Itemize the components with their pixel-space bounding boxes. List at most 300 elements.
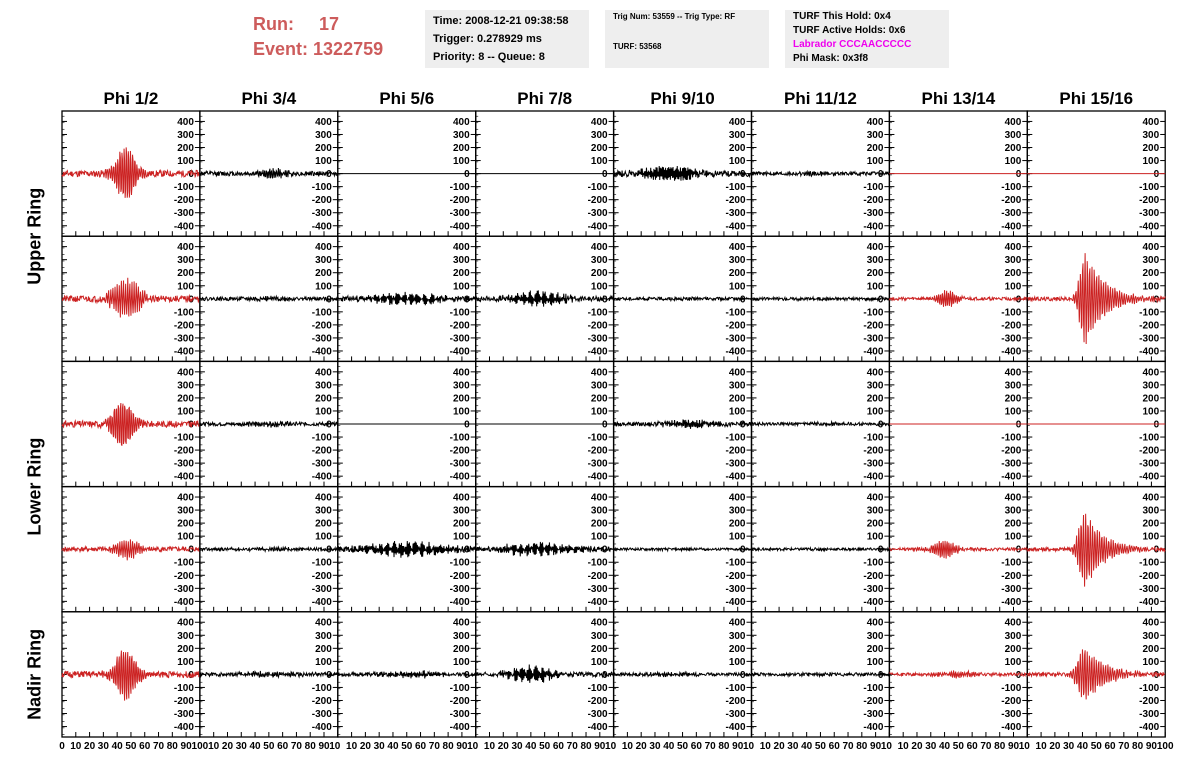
waveform-trace bbox=[338, 670, 476, 678]
y-tick-label: 300 bbox=[315, 505, 332, 517]
y-tick-label: -300 bbox=[863, 709, 884, 721]
y-tick-label: 400 bbox=[866, 492, 884, 504]
y-tick-label: 400 bbox=[453, 367, 470, 379]
x-tick-label: 10 bbox=[621, 741, 633, 752]
y-tick-label: 400 bbox=[177, 242, 194, 254]
x-tick-label: 20 bbox=[497, 741, 509, 752]
x-tick-label: 80 bbox=[166, 741, 178, 752]
y-tick-label: 100 bbox=[1004, 656, 1022, 668]
y-tick-label: 100 bbox=[453, 656, 470, 668]
y-tick-label: -100 bbox=[173, 557, 194, 569]
y-tick-label: 0 bbox=[188, 169, 194, 181]
x-tick-label: 10 bbox=[897, 741, 909, 752]
y-tick-label: -100 bbox=[449, 432, 470, 444]
x-tick-label: 70 bbox=[1118, 741, 1130, 752]
y-tick-label: -300 bbox=[587, 583, 608, 595]
waveform-trace bbox=[338, 541, 476, 558]
y-tick-label: 100 bbox=[1142, 531, 1160, 543]
x-tick-label: 80 bbox=[856, 741, 868, 752]
y-tick-label: 400 bbox=[177, 116, 194, 128]
y-tick-label: 400 bbox=[590, 367, 608, 379]
y-tick-label: -400 bbox=[449, 221, 470, 233]
y-tick-label: -200 bbox=[1139, 320, 1160, 332]
y-tick-label: 100 bbox=[453, 281, 470, 293]
y-tick-label: 400 bbox=[590, 617, 608, 629]
y-tick-label: -100 bbox=[449, 182, 470, 194]
x-tick-label: 90 bbox=[870, 741, 882, 752]
y-tick-label: 100 bbox=[866, 531, 884, 543]
waveform-trace bbox=[200, 547, 338, 551]
x-tick-label: 50 bbox=[1090, 741, 1102, 752]
y-tick-label: -300 bbox=[1001, 208, 1022, 220]
y-tick-label: 0 bbox=[188, 669, 194, 681]
y-tick-label: -100 bbox=[311, 682, 332, 694]
y-tick-label: -100 bbox=[1001, 557, 1022, 569]
y-tick-label: 400 bbox=[728, 492, 746, 504]
y-tick-label: 100 bbox=[1004, 281, 1022, 293]
y-tick-label: 0 bbox=[1015, 169, 1022, 181]
y-tick-label: -400 bbox=[449, 722, 470, 734]
labrador-text: Labrador CCCAACCCCC bbox=[793, 39, 912, 50]
y-tick-label: 200 bbox=[315, 643, 332, 655]
y-tick-label: -200 bbox=[587, 445, 608, 457]
y-tick-label: -200 bbox=[449, 570, 470, 582]
y-tick-label: 200 bbox=[315, 143, 332, 155]
y-tick-label: 200 bbox=[177, 143, 194, 155]
x-tick-label: 30 bbox=[649, 741, 661, 752]
y-tick-label: -300 bbox=[863, 458, 884, 470]
y-tick-label: -300 bbox=[1139, 709, 1160, 721]
y-tick-label: 200 bbox=[1004, 268, 1022, 280]
waveform-trace bbox=[614, 166, 752, 181]
y-tick-label: 0 bbox=[877, 294, 884, 306]
y-tick-label: 400 bbox=[1142, 617, 1160, 629]
y-tick-label: 300 bbox=[1004, 505, 1022, 517]
y-tick-label: 0 bbox=[877, 544, 884, 556]
y-tick-label: 100 bbox=[590, 656, 608, 668]
y-tick-label: -400 bbox=[725, 722, 746, 734]
y-tick-label: 0 bbox=[1015, 669, 1022, 681]
y-tick-label: 0 bbox=[739, 544, 746, 556]
y-tick-label: 100 bbox=[315, 406, 332, 418]
y-tick-label: 0 bbox=[1153, 294, 1160, 306]
y-tick-label: -400 bbox=[1139, 221, 1160, 233]
y-tick-label: -300 bbox=[311, 208, 332, 220]
y-tick-label: 200 bbox=[728, 643, 746, 655]
x-tick-label: 10 bbox=[467, 741, 479, 752]
y-tick-label: 400 bbox=[590, 116, 608, 128]
waveform-trace bbox=[614, 548, 752, 551]
y-tick-label: 400 bbox=[315, 116, 332, 128]
y-tick-label: -100 bbox=[725, 432, 746, 444]
y-tick-label: -200 bbox=[449, 445, 470, 457]
y-tick-label: 200 bbox=[1004, 393, 1022, 405]
y-tick-label: 0 bbox=[188, 544, 194, 556]
y-tick-label: -100 bbox=[173, 307, 194, 319]
y-tick-label: 100 bbox=[590, 156, 608, 168]
x-tick-label: 40 bbox=[938, 741, 951, 752]
phi-label: Phi 7/8 bbox=[517, 89, 573, 108]
phi-label: Phi 11/12 bbox=[784, 89, 857, 108]
y-tick-label: 0 bbox=[739, 294, 746, 306]
x-tick-label: 10 bbox=[605, 741, 617, 752]
y-tick-label: 0 bbox=[602, 169, 608, 181]
y-tick-label: -400 bbox=[173, 722, 194, 734]
y-tick-label: 300 bbox=[453, 380, 470, 392]
x-tick-label: 70 bbox=[704, 741, 716, 752]
y-tick-label: 100 bbox=[866, 281, 884, 293]
y-tick-label: 300 bbox=[866, 505, 884, 517]
y-tick-label: -300 bbox=[587, 709, 608, 721]
y-tick-label: 300 bbox=[590, 630, 608, 642]
y-tick-label: 200 bbox=[1004, 518, 1022, 530]
y-tick-label: 0 bbox=[739, 669, 746, 681]
y-tick-label: 100 bbox=[728, 531, 746, 543]
y-tick-label: 0 bbox=[739, 419, 746, 431]
y-tick-label: 400 bbox=[177, 367, 194, 379]
y-tick-label: 200 bbox=[177, 518, 194, 530]
y-tick-label: -400 bbox=[1001, 346, 1022, 358]
y-tick-label: -300 bbox=[449, 208, 470, 220]
y-tick-label: 100 bbox=[590, 281, 608, 293]
x-tick-label: 50 bbox=[539, 741, 551, 752]
y-tick-label: 100 bbox=[453, 156, 470, 168]
y-tick-label: -100 bbox=[1001, 432, 1022, 444]
y-tick-label: 300 bbox=[453, 630, 470, 642]
x-tick-label: 10 bbox=[1018, 741, 1030, 752]
y-tick-label: 400 bbox=[728, 367, 746, 379]
y-tick-label: -400 bbox=[1001, 722, 1022, 734]
y-tick-label: -400 bbox=[725, 346, 746, 358]
y-tick-label: 400 bbox=[590, 492, 608, 504]
trig-num-text: Trig Num: 53559 -- Trig Type: RF bbox=[613, 12, 736, 21]
y-tick-label: -300 bbox=[587, 208, 608, 220]
y-tick-label: 0 bbox=[464, 294, 470, 306]
y-tick-label: -200 bbox=[173, 320, 194, 332]
y-tick-label: 400 bbox=[1142, 492, 1160, 504]
x-tick-label: 40 bbox=[111, 741, 123, 752]
y-tick-label: -100 bbox=[1139, 182, 1160, 194]
waveform-trace bbox=[889, 541, 1027, 559]
y-tick-label: -100 bbox=[311, 432, 332, 444]
y-tick-label: -100 bbox=[449, 307, 470, 319]
y-tick-label: -200 bbox=[311, 445, 332, 457]
y-tick-label: 400 bbox=[866, 367, 884, 379]
y-tick-label: 0 bbox=[602, 544, 608, 556]
x-tick-label: 50 bbox=[401, 741, 413, 752]
x-tick-label: 80 bbox=[994, 741, 1006, 752]
y-tick-label: 300 bbox=[866, 630, 884, 642]
y-tick-label: 0 bbox=[602, 294, 608, 306]
y-tick-label: -200 bbox=[173, 695, 194, 707]
y-tick-label: -100 bbox=[725, 182, 746, 194]
y-tick-label: -400 bbox=[725, 471, 746, 483]
x-tick-label: 60 bbox=[1104, 741, 1116, 752]
x-tick-label: 60 bbox=[966, 741, 978, 752]
y-tick-label: 100 bbox=[1004, 406, 1022, 418]
y-tick-label: 0 bbox=[326, 419, 332, 431]
y-tick-label: -300 bbox=[173, 458, 194, 470]
y-tick-label: -400 bbox=[863, 471, 884, 483]
y-tick-label: -100 bbox=[863, 307, 884, 319]
y-tick-label: -200 bbox=[1139, 195, 1160, 207]
y-tick-label: -400 bbox=[173, 596, 194, 608]
y-tick-label: 400 bbox=[315, 242, 332, 254]
y-tick-label: 100 bbox=[1004, 156, 1022, 168]
y-tick-label: 0 bbox=[602, 669, 608, 681]
x-tick-label: 10 bbox=[1035, 741, 1047, 752]
x-tick-label: 70 bbox=[842, 741, 854, 752]
y-tick-label: -200 bbox=[863, 195, 884, 207]
x-tick-label: 10 bbox=[483, 741, 496, 752]
y-tick-label: -200 bbox=[173, 195, 194, 207]
y-tick-label: -100 bbox=[725, 307, 746, 319]
y-tick-label: -300 bbox=[1001, 583, 1022, 595]
x-tick-label: 30 bbox=[787, 741, 799, 752]
y-tick-label: -100 bbox=[311, 307, 332, 319]
y-tick-label: -400 bbox=[587, 471, 608, 483]
y-tick-label: -100 bbox=[1001, 307, 1022, 319]
y-tick-label: 0 bbox=[464, 544, 470, 556]
x-tick-label: 60 bbox=[828, 741, 840, 752]
y-tick-label: -300 bbox=[1001, 333, 1022, 345]
y-tick-label: 400 bbox=[728, 617, 746, 629]
y-tick-label: 300 bbox=[728, 380, 746, 392]
x-tick-label: 10 bbox=[880, 741, 892, 752]
x-tick-label: 20 bbox=[84, 741, 96, 752]
x-tick-label: 10 bbox=[759, 741, 771, 752]
y-tick-label: -100 bbox=[1139, 432, 1160, 444]
waveform-trace bbox=[200, 671, 338, 677]
y-tick-label: 0 bbox=[326, 544, 332, 556]
y-tick-label: 300 bbox=[177, 505, 194, 517]
y-tick-label: -100 bbox=[863, 682, 884, 694]
y-tick-label: 0 bbox=[188, 419, 194, 431]
y-tick-label: 300 bbox=[590, 380, 608, 392]
y-tick-label: 200 bbox=[177, 393, 194, 405]
y-tick-label: 400 bbox=[315, 367, 332, 379]
x-tick-label: 70 bbox=[980, 741, 992, 752]
x-tick-label: 40 bbox=[1076, 741, 1089, 752]
waveform-trace bbox=[889, 290, 1027, 307]
y-tick-label: 0 bbox=[739, 169, 746, 181]
y-tick-label: 400 bbox=[866, 116, 884, 128]
y-tick-label: 100 bbox=[453, 406, 470, 418]
y-tick-label: -200 bbox=[311, 570, 332, 582]
y-tick-label: 200 bbox=[728, 518, 746, 530]
x-tick-label: 10 bbox=[329, 741, 341, 752]
y-tick-label: 400 bbox=[866, 617, 884, 629]
y-tick-label: 0 bbox=[1153, 169, 1160, 181]
y-tick-label: 100 bbox=[315, 531, 332, 543]
y-tick-label: 300 bbox=[453, 505, 470, 517]
y-tick-label: 100 bbox=[590, 531, 608, 543]
y-tick-label: 100 bbox=[728, 281, 746, 293]
y-tick-label: 300 bbox=[728, 505, 746, 517]
y-tick-label: 400 bbox=[1004, 116, 1022, 128]
x-tick-label: 90 bbox=[318, 741, 330, 752]
y-tick-label: 200 bbox=[590, 393, 608, 405]
y-tick-label: -300 bbox=[863, 583, 884, 595]
y-tick-label: 200 bbox=[866, 143, 884, 155]
y-tick-label: -200 bbox=[1139, 570, 1160, 582]
y-tick-label: 400 bbox=[315, 617, 332, 629]
y-tick-label: 300 bbox=[453, 129, 470, 141]
x-tick-label: 40 bbox=[387, 741, 399, 752]
y-tick-label: -300 bbox=[173, 333, 194, 345]
y-tick-label: -100 bbox=[311, 557, 332, 569]
y-tick-label: 300 bbox=[315, 129, 332, 141]
y-tick-label: -400 bbox=[1139, 722, 1160, 734]
y-tick-label: -200 bbox=[725, 695, 746, 707]
phi-label: Phi 5/6 bbox=[379, 89, 435, 108]
y-tick-label: 100 bbox=[866, 156, 884, 168]
y-tick-label: -300 bbox=[1139, 208, 1160, 220]
ring-label: Upper Ring bbox=[24, 187, 45, 285]
waveform-trace bbox=[752, 548, 890, 551]
y-tick-label: -300 bbox=[449, 458, 470, 470]
y-tick-label: -200 bbox=[1001, 445, 1022, 457]
y-tick-label: 400 bbox=[177, 617, 194, 629]
y-tick-label: 200 bbox=[1142, 268, 1160, 280]
y-tick-label: -200 bbox=[725, 445, 746, 457]
y-tick-label: 300 bbox=[1004, 630, 1022, 642]
waveform-trace bbox=[752, 297, 890, 301]
y-tick-label: 0 bbox=[326, 669, 332, 681]
y-tick-label: -100 bbox=[449, 557, 470, 569]
y-tick-label: -300 bbox=[725, 208, 746, 220]
y-tick-label: -100 bbox=[587, 557, 608, 569]
y-tick-label: -200 bbox=[311, 320, 332, 332]
y-tick-label: -100 bbox=[863, 432, 884, 444]
y-tick-label: -100 bbox=[587, 432, 608, 444]
y-tick-label: -400 bbox=[1001, 221, 1022, 233]
x-tick-label: 40 bbox=[801, 741, 813, 752]
y-tick-label: -200 bbox=[863, 695, 884, 707]
y-tick-label: -400 bbox=[725, 221, 746, 233]
y-tick-label: 400 bbox=[177, 492, 194, 504]
y-tick-label: -300 bbox=[449, 709, 470, 721]
y-tick-label: -400 bbox=[587, 221, 608, 233]
y-tick-label: -200 bbox=[725, 570, 746, 582]
y-tick-label: 300 bbox=[590, 129, 608, 141]
y-tick-label: -300 bbox=[587, 333, 608, 345]
y-tick-label: -100 bbox=[173, 432, 194, 444]
y-tick-label: -200 bbox=[863, 570, 884, 582]
y-tick-label: 0 bbox=[1015, 294, 1022, 306]
y-tick-label: 400 bbox=[1142, 242, 1160, 254]
y-tick-label: -400 bbox=[449, 346, 470, 358]
y-tick-label: 0 bbox=[1015, 419, 1022, 431]
waveform-trace bbox=[200, 168, 338, 181]
waveform-trace bbox=[614, 297, 752, 301]
y-tick-label: -400 bbox=[311, 221, 332, 233]
y-tick-label: 300 bbox=[177, 255, 194, 267]
y-tick-label: -100 bbox=[725, 682, 746, 694]
y-tick-label: 200 bbox=[590, 518, 608, 530]
y-tick-label: 200 bbox=[728, 393, 746, 405]
x-tick-label: 60 bbox=[552, 741, 565, 752]
y-tick-label: -400 bbox=[863, 221, 884, 233]
y-tick-label: 200 bbox=[866, 643, 884, 655]
y-tick-label: -300 bbox=[725, 583, 746, 595]
y-tick-label: 0 bbox=[464, 669, 470, 681]
y-tick-label: 200 bbox=[177, 643, 194, 655]
waveform-trace bbox=[614, 672, 752, 677]
y-tick-label: 200 bbox=[453, 393, 470, 405]
y-tick-label: -300 bbox=[1001, 458, 1022, 470]
y-tick-label: 400 bbox=[453, 617, 470, 629]
y-tick-label: 200 bbox=[315, 393, 332, 405]
x-tick-label: 30 bbox=[97, 741, 109, 752]
y-tick-label: -100 bbox=[449, 682, 470, 694]
y-tick-label: -200 bbox=[449, 695, 470, 707]
y-tick-label: 0 bbox=[1015, 544, 1022, 556]
y-tick-label: 400 bbox=[453, 242, 470, 254]
y-tick-label: 300 bbox=[1142, 380, 1160, 392]
x-tick-label: 80 bbox=[718, 741, 730, 752]
y-tick-label: -300 bbox=[311, 709, 332, 721]
y-tick-label: -200 bbox=[311, 195, 332, 207]
y-tick-label: -200 bbox=[1139, 445, 1160, 457]
y-tick-label: -300 bbox=[311, 333, 332, 345]
waveform-trace bbox=[200, 421, 338, 428]
waveform-trace bbox=[614, 419, 752, 428]
y-tick-label: 200 bbox=[177, 268, 194, 280]
y-tick-label: -200 bbox=[587, 195, 608, 207]
y-tick-label: -400 bbox=[173, 221, 194, 233]
y-tick-label: -400 bbox=[1139, 596, 1160, 608]
y-tick-label: -400 bbox=[311, 596, 332, 608]
y-tick-label: -200 bbox=[173, 445, 194, 457]
phi-label: Phi 15/16 bbox=[1059, 89, 1134, 108]
y-tick-label: -200 bbox=[173, 570, 194, 582]
y-tick-label: 100 bbox=[728, 156, 746, 168]
y-tick-label: 400 bbox=[1004, 242, 1022, 254]
y-tick-label: 200 bbox=[866, 393, 884, 405]
y-tick-label: -100 bbox=[1001, 682, 1022, 694]
y-tick-label: 200 bbox=[453, 518, 470, 530]
priority-text: Priority: 8 -- Queue: 8 bbox=[433, 51, 545, 63]
y-tick-label: -100 bbox=[1001, 182, 1022, 194]
ring-label: Nadir Ring bbox=[24, 628, 45, 720]
y-tick-label: 300 bbox=[315, 380, 332, 392]
x-tick-label: 10 bbox=[346, 741, 358, 752]
y-tick-label: 100 bbox=[177, 656, 194, 668]
x-tick-label: 20 bbox=[635, 741, 647, 752]
y-tick-label: 300 bbox=[1142, 129, 1160, 141]
x-tick-label: 20 bbox=[221, 741, 234, 752]
time-text: Time: 2008-12-21 09:38:58 bbox=[433, 15, 569, 27]
y-tick-label: -200 bbox=[587, 695, 608, 707]
y-tick-label: 400 bbox=[1004, 492, 1022, 504]
y-tick-label: -200 bbox=[449, 195, 470, 207]
x-tick-label: 90 bbox=[456, 741, 468, 752]
x-tick-label: 60 bbox=[139, 741, 151, 752]
y-tick-label: 400 bbox=[315, 492, 332, 504]
y-tick-label: 400 bbox=[728, 242, 746, 254]
y-tick-label: 200 bbox=[453, 143, 470, 155]
y-tick-label: 300 bbox=[315, 630, 332, 642]
y-tick-label: 0 bbox=[1153, 669, 1160, 681]
x-tick-label: 40 bbox=[663, 741, 675, 752]
y-tick-label: 400 bbox=[866, 242, 884, 254]
x-tick-label: 10 bbox=[208, 741, 220, 752]
y-tick-label: -100 bbox=[587, 682, 608, 694]
y-tick-label: 0 bbox=[602, 419, 608, 431]
y-tick-label: 200 bbox=[1142, 643, 1160, 655]
y-tick-label: -300 bbox=[863, 333, 884, 345]
